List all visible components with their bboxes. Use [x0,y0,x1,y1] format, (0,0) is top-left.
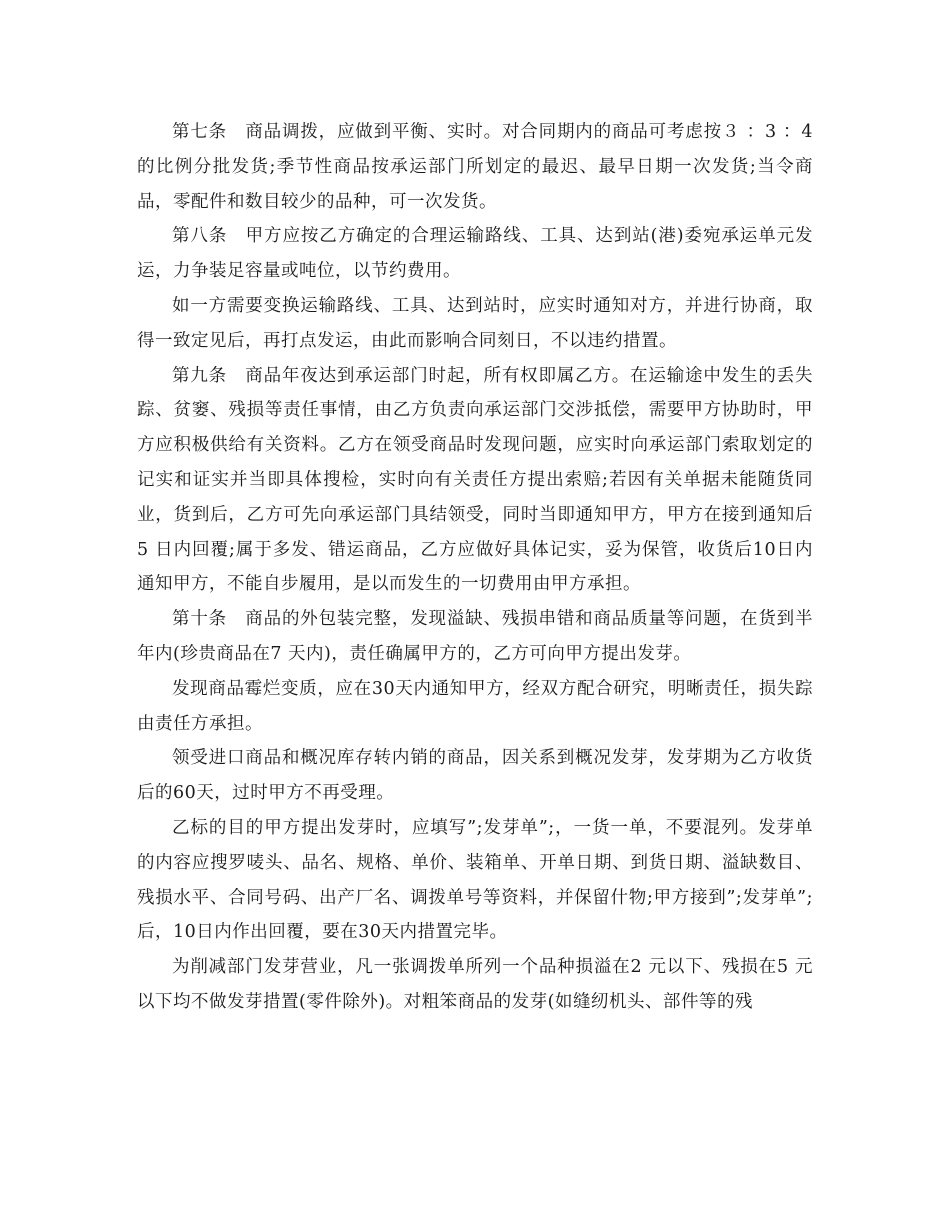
paragraph-article-9: 第九条 商品年夜达到承运部门时起，所有权即属乙方。在运输途中发生的丢失踪、贫窭、残损等责任事情，由乙方负责向承运部门交涉抵偿，需要甲方协助时，甲方应积极供给有关资料。乙方在领受商品时发现问题，应实时向承运部门索取划定的记实和证实并当即具体搜检，实时向有关责任方提出索赔;若因有关单据未能随货同业，货到后，乙方可先向承运部门具结领受，同时当即通知甲方，甲方在接到通知后5 日内回覆;属于多发、错运商品，乙方应做好具体记实，妥为保管，收货后10日内通知甲方，不能自步履用，是以而发生的一切费用由甲方承担。 [137,365,813,595]
paragraph-spoilage: 发现商品霉烂变质，应在30天内通知甲方，经双方配合研究，明晰责任，损失踪由责任方承担。 [137,678,813,734]
document-page [137,115,813,1020]
paragraph-claim-threshold: 为削减部门发芽营业，凡一张调拨单所列一个品种损溢在2 元以下、残损在5 元以下均不做发芽措置(零件除外)。对粗笨商品的发芽(如缝纫机头、部件等的残 [137,957,813,1012]
paragraph-claim-form: 乙标的目的甲方提出发芽时，应填写”;发芽单”;，一货一单，不要混列。发芽单的内容应搜罗唛头、品名、规格、单价、装箱单、开单日期、到货日期、溢缺数目、残损水平、合同号码、出产厂名、调拨单号等资料，并保留什物;甲方接到”;发芽单”;后，10日内作出回覆，要在30天内措置完毕。 [137,817,813,943]
paragraph-route-change: 如一方需要变换运输路线、工具、达到站时，应实时通知对方，并进行协商，取得一致定见后，再打点发运，由此而影响合同刻日，不以违约措置。 [137,295,813,351]
paragraph-import-goods: 领受进口商品和概况库存转内销的商品，因关系到概况发芽，发芽期为乙方收货后的60天，过时甲方不再受理。 [137,748,813,804]
paragraph-article-10: 第十条 商品的外包装完整，发现溢缺、残损串错和商品质量等问题，在货到半年内(珍贵商品在7 天内)，责任确属甲方的，乙方可向甲方提出发芽。 [137,609,813,664]
paragraph-article-7: 第七条 商品调拨，应做到平衡、实时。对合同期内的商品可考虑按３ ：3 ：4 的比例分批发货;季节性商品按承运部门所划定的最迟、最早日期一次发货;当令商品，零配件和数目较少的品种，可一次发货。 [137,122,813,212]
paragraph-article-8: 第八条 甲方应按乙方确定的合理运输路线、工具、达到站(港)委宛承运单元发运，力争装足容量或吨位，以节约费用。 [137,226,813,282]
